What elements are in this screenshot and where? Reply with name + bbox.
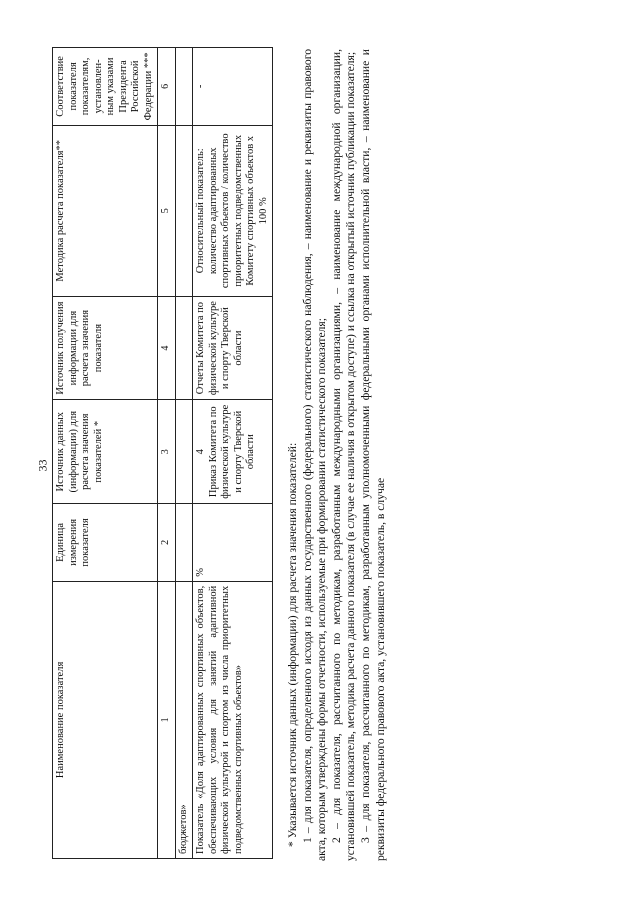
page-number: 33 <box>35 459 50 472</box>
header-info-source: Источник получения информации для расчета значения показателя <box>53 296 158 400</box>
column-number: 5 <box>158 125 176 296</box>
section-label: бюджетов» <box>175 581 193 858</box>
header-data-source: Источник данных (информации) для расчета значения показателей * <box>53 400 158 504</box>
info-source-cell: Отчеты Комитета по физической культуре и спорту Тверской области <box>193 296 273 400</box>
footnotes <box>286 49 388 861</box>
footnote-item-3: 3 – для показателя, рассчитанного по методикам, разработанным уполномоченными федеральными органами исполнительной власти, – наименование и реквизиты федерального правового акта, установившего показатель, в случае <box>358 49 387 861</box>
column-number: 1 <box>158 581 176 858</box>
data-source-cell <box>193 400 273 504</box>
header-compliance: Соответствие показателя показателям, установлен-ным указами Президента Российской Федерации *** <box>53 48 158 126</box>
unit-cell: % <box>193 504 273 582</box>
footnote-item-2: 2 – для показателя, рассчитанного по методикам, разработанным международными организациями, – наименование международной организации, установившей показатель, методика расчета данного показателя (в случае ее наличия в открытом доступе) и ссылка на открытый источник публикации показателя; <box>329 49 358 861</box>
header-method: Методика расчета показателя** <box>53 125 158 296</box>
table-row <box>193 48 273 859</box>
method-cell: Относительный показатель: количество адаптированных спортивных объектов / количество приоритетных подведомственных Комитету спортивных объектов х 100 % <box>193 125 273 296</box>
column-number: 3 <box>158 400 176 504</box>
footnote-star: * Указывается источник данных (информации) для расчета значения показателей: <box>286 442 299 847</box>
indicator-name-cell: Показатель «Доля адаптированных спортивных объектов, обеспечивающих условия для занятий адаптивной физической культурой и спортом из числа приоритетных подведомственных спортивных объектов» <box>193 581 273 858</box>
rotated-page-content <box>40 37 600 867</box>
table-header-row <box>53 48 158 859</box>
column-number: 6 <box>158 48 176 126</box>
data-source-number: 4 <box>195 449 206 455</box>
column-number: 2 <box>158 504 176 582</box>
column-number: 4 <box>158 296 176 400</box>
header-unit: Единица измерения показателя <box>53 504 158 582</box>
footnote-item-1: 1 – для показателя, определенного исходя из данных государственного (федерального) статистического наблюдения, – наименование и реквизиты правового акта, которым утверждены формы отчетности, используемые при формировании статистического показателя; <box>300 49 329 861</box>
section-row <box>175 48 193 859</box>
header-indicator-name: Наименование показателя <box>53 581 158 858</box>
column-number-row <box>158 48 176 859</box>
data-source-text: Приказ Комитета по физической культуре и спорту Тверской области <box>207 404 256 499</box>
compliance-cell: - <box>193 48 273 126</box>
indicator-table <box>52 47 273 859</box>
